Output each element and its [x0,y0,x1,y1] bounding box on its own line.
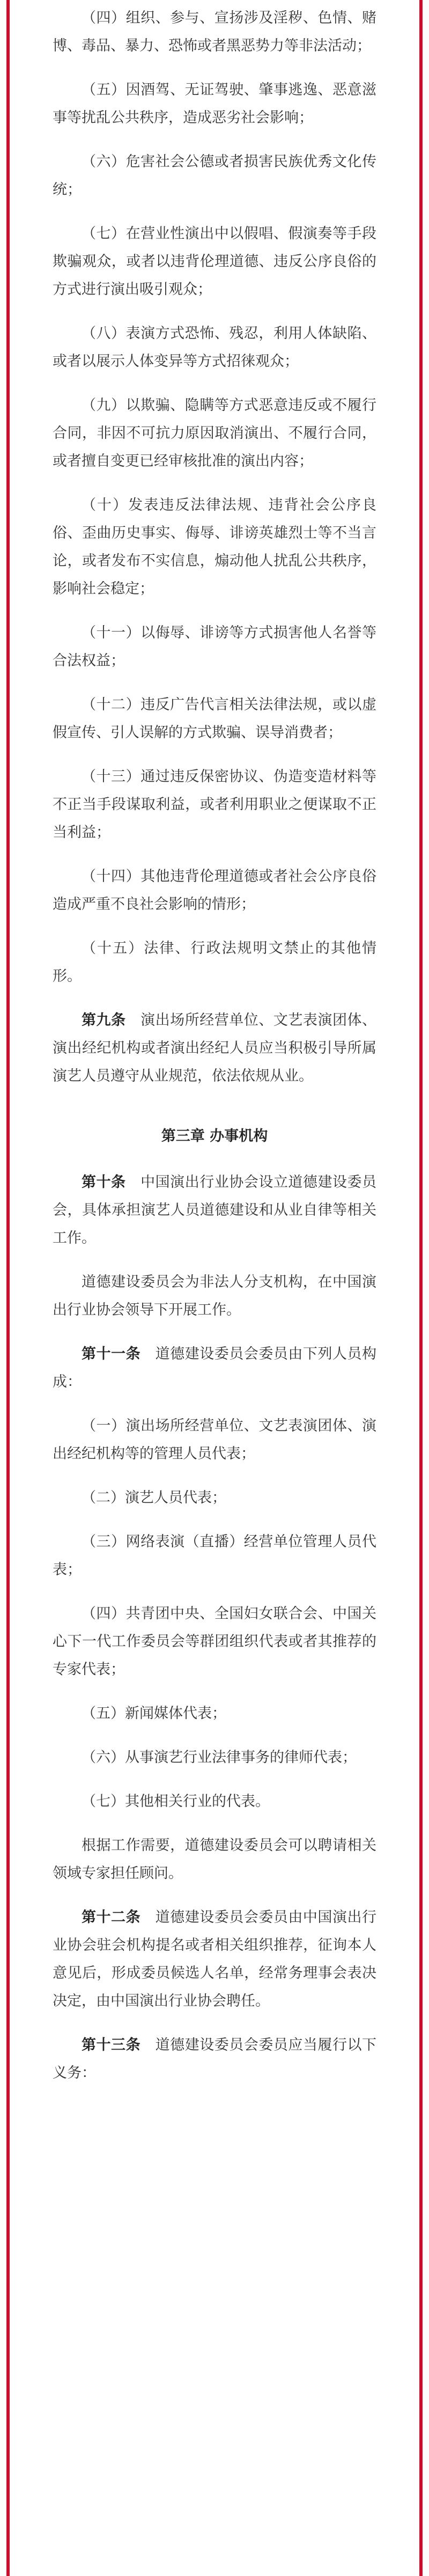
article11-item-5: （五）新闻媒体代表； [82,1705,226,1722]
article-10-text: 中国演出行业协会设立道德建设委员会，具体承担演艺人员道德建设和从业自律等相关工作。 [53,1174,377,1246]
article8-item-4: （四）组织、参与、宣扬涉及淫秽、色情、赌博、毒品、暴力、恐怖或者黑恶势力等非法活动； [53,10,376,54]
article8-item-6: （六）危害社会公德或者损害民族优秀文化传统； [53,153,376,198]
article-9-label: 第九条 [82,1012,126,1029]
article-12 [53,1904,376,2015]
chapter-3-title: 第三章 办事机构 [161,1128,268,1144]
article8-item-9: （九）以欺骗、隐瞒等方式恶意违反或不履行合同，非因不可抗力原因取消演出、不履行合同，或者擅自变更已经审核批准的演出内容； [53,397,376,469]
article8-item-8: （八）表演方式恐怖、残忍，利用人体缺陷、或者以展示人体变异等方式招徕观众； [53,325,376,370]
article8-item-14: （十四）其他违背伦理道德或者社会公序良俗造成严重不良社会影响的情形； [53,868,376,913]
article-10 [53,1169,376,1252]
red-border-frame [6,0,423,2576]
document-body [53,0,376,2103]
article-11-paragraph-after: 根据工作需要，道德建设委员会可以聘请相关领域专家担任顾问。 [53,1837,376,1882]
article11-item-1: （一）演出场所经营单位、文艺表演团体、演出经纪机构等的管理人员代表； [53,1418,376,1462]
article-9-text: 演出场所经营单位、文艺表演团体、演出经纪机构或者演出经纪人员应当积极引导所属演艺人员遵守从业规范，依法依规从业。 [53,1012,377,1084]
article-9 [53,1007,376,1090]
article11-item-2: （二）演艺人员代表； [82,1489,226,1506]
article8-item-13: （十三）通过违反保密协议、伪造变造材料等不正当手段谋取利益，或者利用职业之便谋取不正当利益； [53,768,376,841]
article-11-label: 第十一条 [82,1346,141,1362]
article8-item-7: （七）在营业性演出中以假唱、假演奏等手段欺骗观众，或者以违背伦理道德、违反公序良俗的方式进行演出吸引观众； [53,225,376,298]
article11-item-6: （六）从事演艺行业法律事务的律师代表； [82,1749,357,1766]
article-10-paragraph-2: 道德建设委员会为非法人分支机构，在中国演出行业协会领导下开展工作。 [53,1274,376,1318]
article8-item-10: （十）发表违反法律法规、违背社会公序良俗、歪曲历史事实、侮辱、诽谤英雄烈士等不当言论，或者发布不实信息，煽动他人扰乱公共秩序，影响社会稳定； [53,497,376,597]
article-13-text: 道德建设委员会委员应当履行以下义务： [53,2037,377,2081]
article-11-text: 道德建设委员会委员由下列人员构成： [53,1346,377,1390]
article-10-label: 第十条 [82,1174,126,1191]
article11-item-4: （四）共青团中央、全国妇女联合会、中国关心下一代工作委员会等群团组织代表或者其推荐的专家代表； [53,1605,376,1678]
article8-item-11: （十一）以侮辱、诽谤等方式损害他人名誉等合法权益； [53,625,376,669]
article8-item-15: （十五）法律、行政法规明文禁止的其他情形。 [53,940,376,985]
article-12-text: 道德建设委员会委员由中国演出行业协会驻会机构提名或者相关组织推荐，征询本人意见后，形成委员候选人名单，经常务理事会表决决定，由中国演出行业协会聘任。 [53,1909,377,2009]
article-11 [53,1340,376,1396]
article11-item-3: （三）网络表演（直播）经营单位管理人员代表； [53,1533,376,1578]
article8-item-5: （五）因酒驾、无证驾驶、肇事逃逸、恶意滋事等扰乱公共秩序，造成恶劣社会影响； [53,82,376,126]
article-12-label: 第十二条 [82,1909,141,1926]
article11-item-7: （七）其他相关行业的代表。 [82,1793,270,1810]
article-13 [53,2031,376,2087]
article8-item-12: （十二）违反广告代言相关法律法规，或以虚假宣传、引人误解的方式欺骗、误导消费者； [53,696,376,741]
article-13-label: 第十三条 [82,2037,141,2053]
